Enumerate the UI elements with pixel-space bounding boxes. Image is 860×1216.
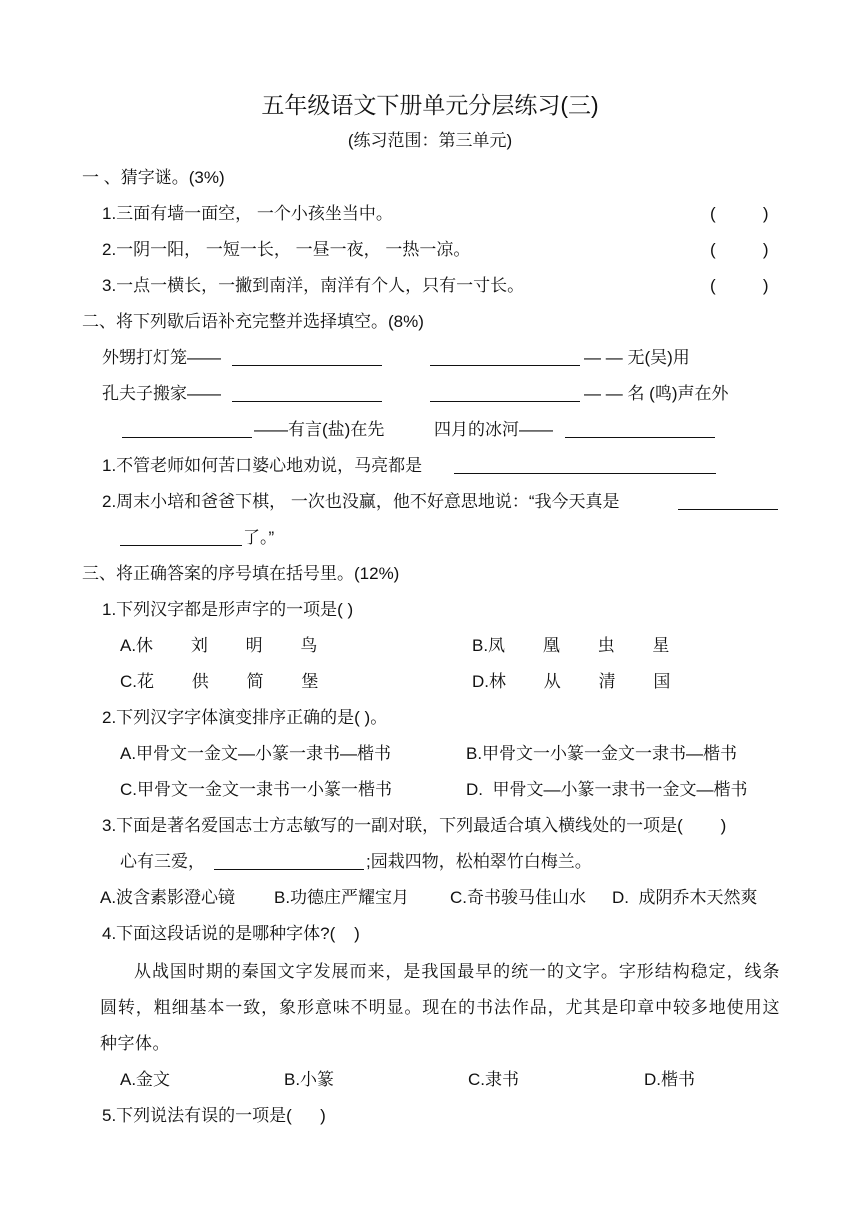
- riddle-1: 1.三面有墙一面空， 一个小孩坐当中。: [102, 204, 393, 223]
- riddle-3: 3.一点一横长，一撇到南洋，南洋有个人，只有一寸长。: [102, 276, 525, 295]
- q4-option-b[interactable]: B.小篆: [284, 1070, 335, 1089]
- fill-question-1: 1.不管老师如何苦口婆心地劝说，马亮都是: [102, 456, 423, 475]
- xiehouyu-2-label: — — 无(吴)用: [584, 348, 690, 367]
- xiehouyu-4-label: — — 名 (鸣)声在外: [584, 384, 729, 403]
- section2-heading: 二、将下列歇后语补充完整并选择填空。(8%): [82, 312, 424, 331]
- q2-option-b[interactable]: B.甲骨文一小篆一金文一隶书—楷书: [466, 744, 738, 763]
- couplet-prefix: 心有三爱，: [120, 852, 205, 871]
- q2-option-d[interactable]: D. 甲骨文—小篆一隶书一金文—楷书: [466, 780, 748, 799]
- xiehouyu-1-label: 外甥打灯笼——: [102, 348, 221, 367]
- q4-option-d[interactable]: D.楷书: [644, 1070, 695, 1089]
- fill-question-1-blank[interactable]: [454, 456, 716, 474]
- fill-question-2-blank-a[interactable]: [678, 492, 778, 510]
- q2-option-c[interactable]: C.甲骨文一金文一隶书一小篆一楷书: [120, 780, 392, 799]
- xiehouyu-1-blank[interactable]: [232, 348, 382, 366]
- xiehouyu-6-label: 四月的冰河——: [434, 420, 553, 439]
- answer-paren-2[interactable]: ( ): [710, 240, 769, 259]
- q1-option-a[interactable]: A.休 刘 明 鸟: [120, 636, 318, 655]
- answer-paren-3[interactable]: ( ): [710, 276, 769, 295]
- page-subtitle: (练习范围：第三单元): [347, 131, 513, 150]
- q4-passage: 从战国时期的秦国文字发展而来，是我国最早的统一的文字。字形结构稳定，线条圆转，粗细基本一致，象形意味不明显。现在的书法作品，尤其是印章中较多地使用这种字体。: [100, 962, 780, 1054]
- mc-question-2: 2.下列汉字字体演变排序正确的是( )。: [102, 708, 388, 727]
- q1-option-b[interactable]: B.凤 凰 虫 星: [472, 636, 670, 655]
- fill-question-2-blank-b[interactable]: [120, 528, 242, 546]
- page-title: 五年级语文下册单元分层练习(三): [261, 92, 599, 118]
- xiehouyu-2-blank[interactable]: [430, 348, 580, 366]
- section1-heading: 一 、猜字谜。(3%): [82, 168, 225, 187]
- q1-option-d[interactable]: D.林 从 清 国: [472, 672, 671, 691]
- q1-option-c[interactable]: C.花 供 简 堡: [120, 672, 319, 691]
- riddle-2: 2.一阴一阳， 一短一长， 一昼一夜， 一热一凉。: [102, 240, 471, 259]
- xiehouyu-6-blank[interactable]: [565, 420, 715, 438]
- xiehouyu-3-blank[interactable]: [232, 384, 382, 402]
- q3-option-b[interactable]: B.功德庄严耀宝月: [274, 888, 410, 907]
- q4-option-c[interactable]: C.隶书: [468, 1070, 519, 1089]
- mc-question-5: 5.下列说法有误的一项是( ): [102, 1106, 326, 1125]
- mc-question-1: 1.下列汉字都是形声字的一项是( ): [102, 600, 354, 619]
- xiehouyu-3-label: 孔夫子搬家——: [102, 384, 221, 403]
- mc-question-4: 4.下面这段话说的是哪种字体?( ): [102, 924, 360, 943]
- q3-option-a[interactable]: A.波含素影澄心镜: [100, 888, 236, 907]
- xiehouyu-5-label: ——有言(盐)在先: [254, 420, 385, 439]
- section3-heading: 三、将正确答案的序号填在括号里。(12%): [82, 564, 400, 583]
- q3-option-d[interactable]: D. 成阴乔木天然爽: [612, 888, 758, 907]
- couplet-blank[interactable]: [214, 852, 364, 870]
- xiehouyu-5-blank[interactable]: [122, 420, 252, 438]
- fill-question-2-end: 了。”: [243, 528, 275, 547]
- xiehouyu-4-blank[interactable]: [430, 384, 580, 402]
- q2-option-a[interactable]: A.甲骨文一金文—小篆一隶书—楷书: [120, 744, 392, 763]
- answer-paren-1[interactable]: ( ): [710, 204, 769, 223]
- fill-question-2: 2.周末小培和爸爸下棋， 一次也没赢，他不好意思地说：“我今天真是: [102, 492, 620, 511]
- q3-option-c[interactable]: C.奇书骏马佳山水: [450, 888, 586, 907]
- q4-option-a[interactable]: A.金文: [120, 1070, 171, 1089]
- couplet-suffix: ;园栽四物，松柏翠竹白梅兰。: [366, 852, 592, 871]
- mc-question-3: 3.下面是著名爱国志士方志敏写的一副对联，下列最适合填入横线处的一项是( ): [102, 816, 727, 835]
